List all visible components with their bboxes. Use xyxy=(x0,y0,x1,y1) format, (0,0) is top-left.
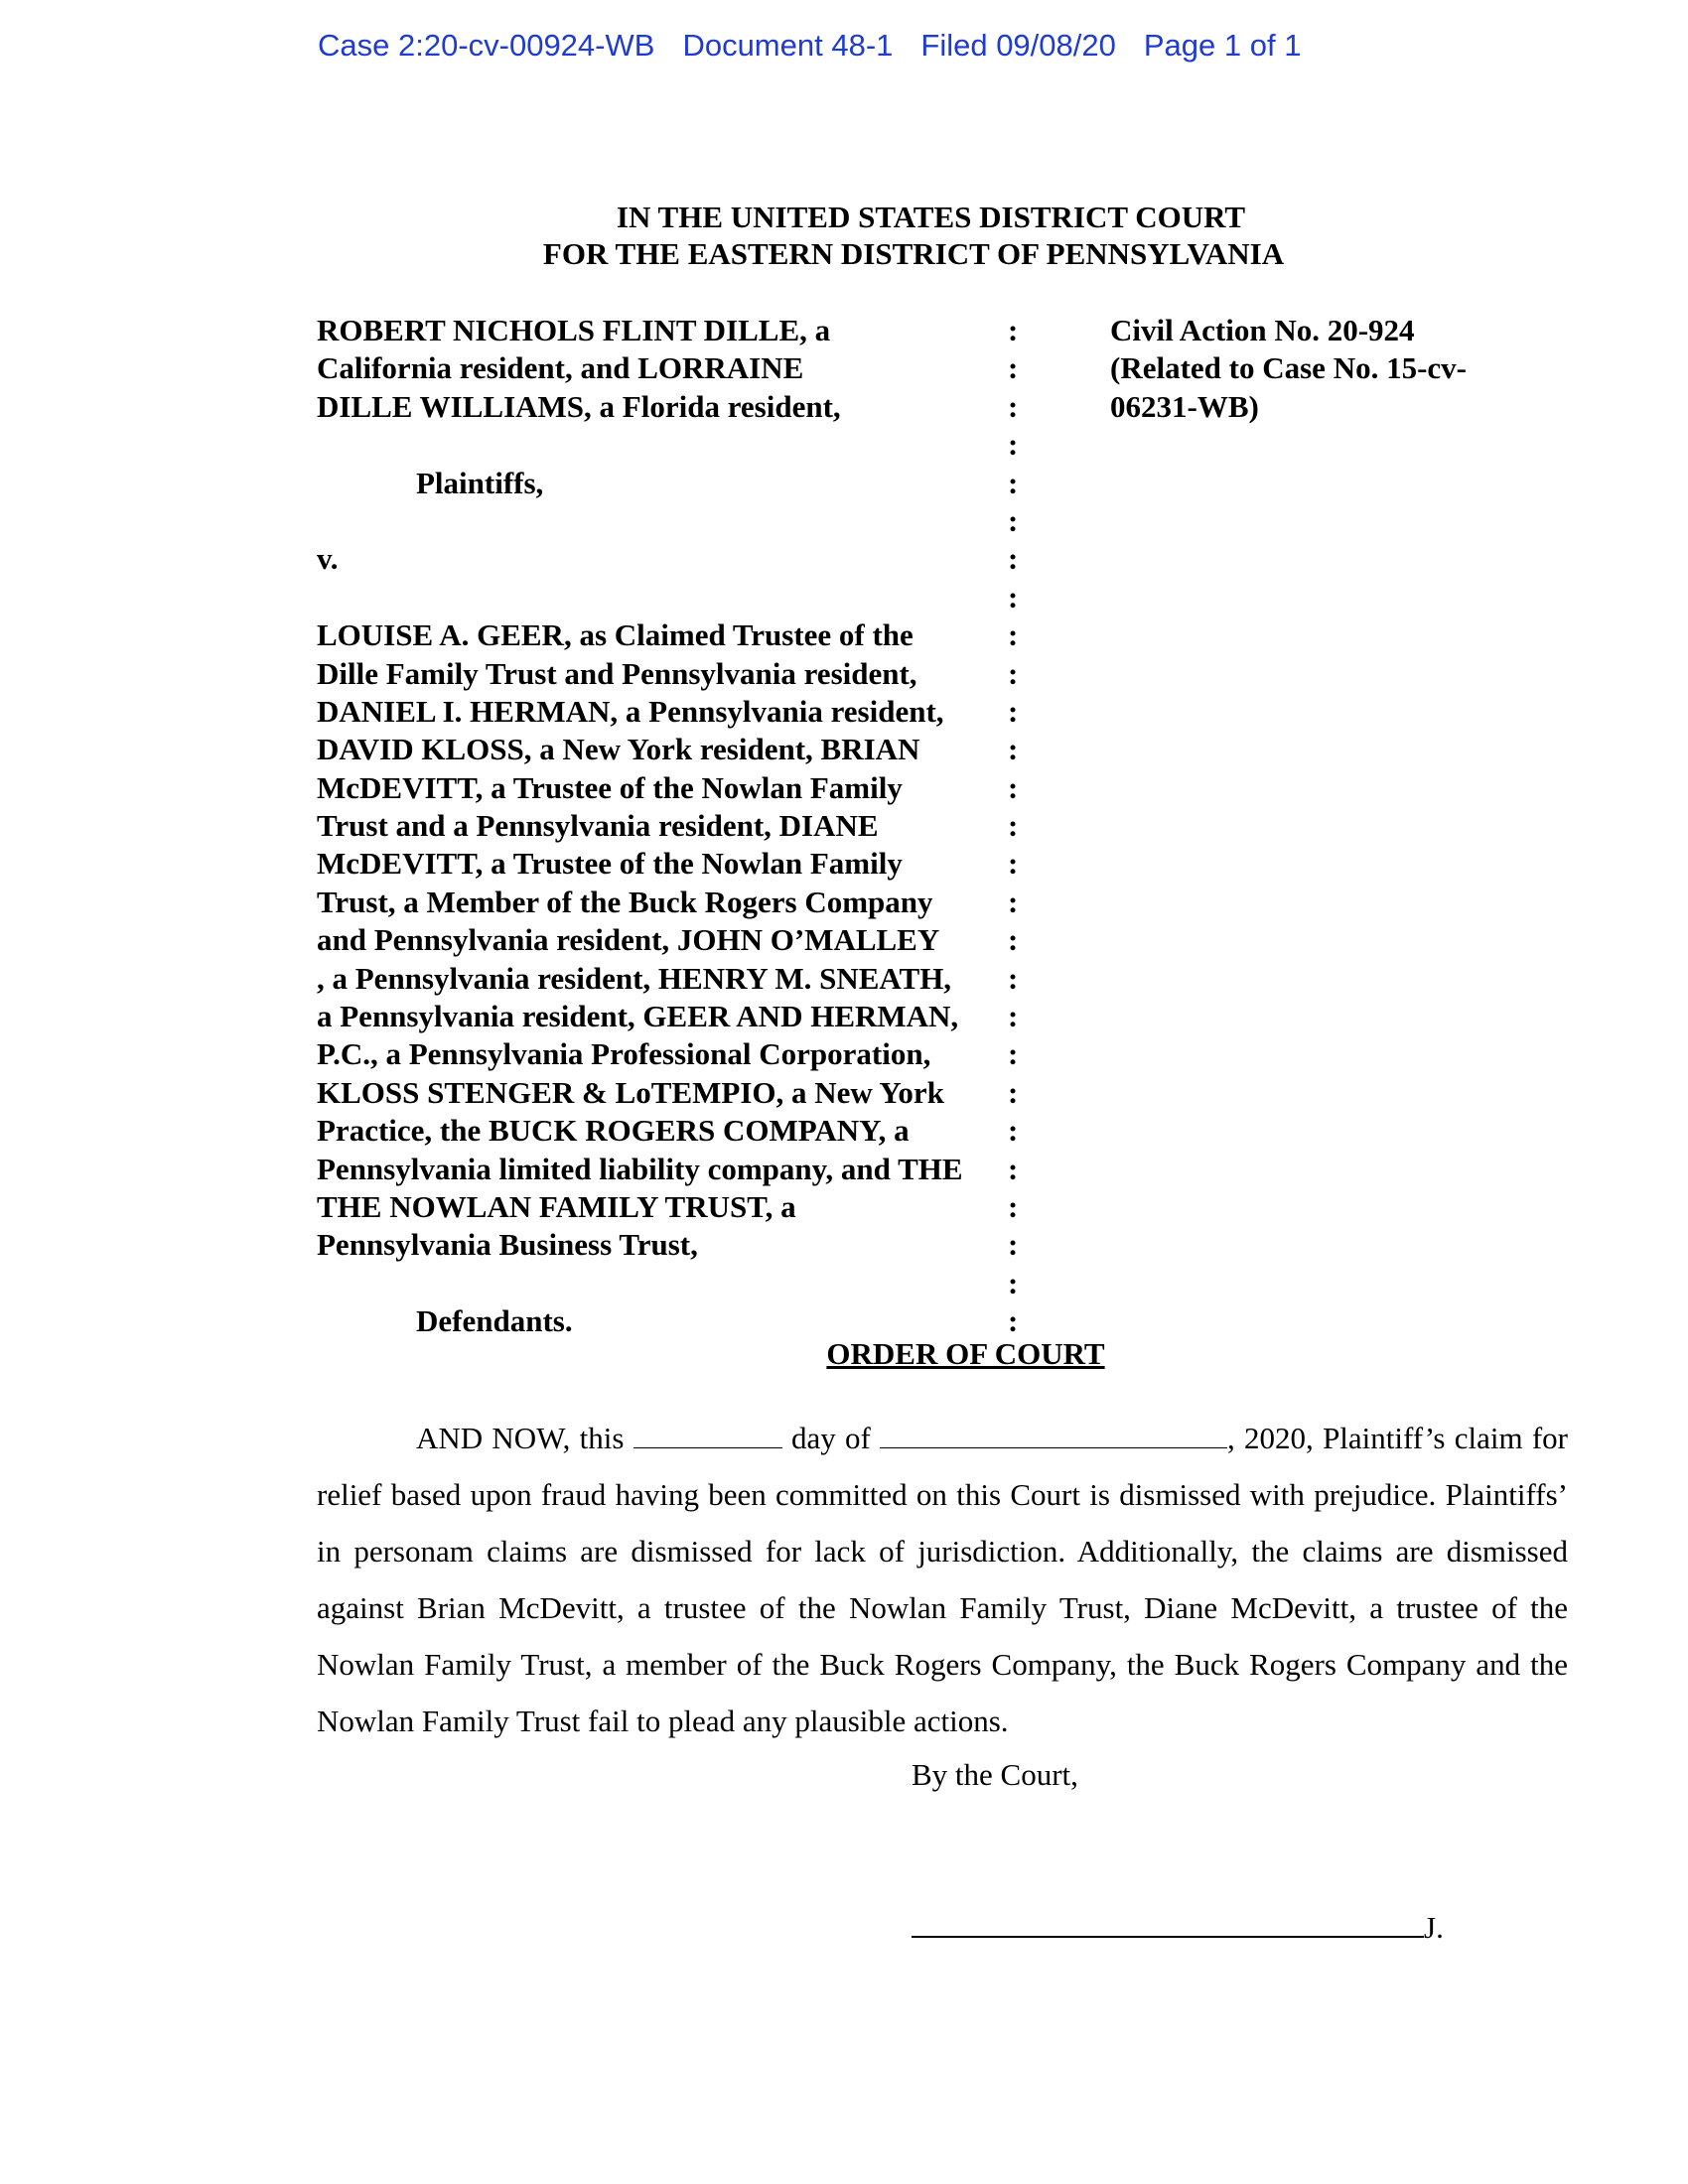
caption-colon: : xyxy=(1008,388,1019,424)
party-line: Practice, the BUCK ROGERS COMPANY, a xyxy=(317,1113,910,1149)
civil-action-number: Civil Action No. 20-924 xyxy=(1110,313,1415,347)
order-text-main: , 2020, Plaintiff’s claim for relief based upon fraud having been committed on this Court is dismissed with prejudice. Plaintiffs’ in personam claims are dismissed for lack of jurisdiction. Additionally, the claims are dismissed against Brian McDevitt, a trustee of the Nowlan Family Trust, Diane McDevitt, a trustee of the Nowlan Family Trust, a member of the Buck Rogers Company, the Buck Rogers Company and the Nowlan Family Trust fail to plead any plausible actions. xyxy=(317,1421,1569,1738)
caption-colon: : xyxy=(1008,1074,1019,1110)
caption-colon: : xyxy=(1008,732,1019,767)
caption-colon: : xyxy=(1008,579,1019,614)
court-name-line1: IN THE UNITED STATES DISTRICT COURT xyxy=(616,200,1246,234)
caption-colon: : xyxy=(1008,846,1019,882)
party-line: LOUISE A. GEER, as Claimed Trustee of the xyxy=(317,617,914,653)
party-line: DILLE WILLIAMS, a Florida resident, xyxy=(317,388,841,424)
party-line: a Pennsylvania resident, GEER AND HERMAN, xyxy=(317,999,959,1034)
caption-colon: : xyxy=(1008,1036,1019,1072)
caption-colon: : xyxy=(1008,1113,1019,1149)
party-line: McDEVITT, a Trustee of the Nowlan Family xyxy=(317,769,903,805)
signature-line xyxy=(912,1906,1444,1946)
party-line: Pennsylvania limited liability company, and THE xyxy=(317,1151,963,1186)
party-line: P.C., a Pennsylvania Professional Corporation, xyxy=(317,1036,931,1072)
party-line: Pennsylvania Business Trust, xyxy=(317,1227,698,1263)
caption-colon: : xyxy=(1008,922,1019,958)
party-line: Trust and a Pennsylvania resident, DIANE xyxy=(317,808,879,844)
caption-colon: : xyxy=(1008,617,1019,653)
party-line xyxy=(317,426,1032,464)
party-line: Dille Family Trust and Pennsylvania resident, xyxy=(317,655,917,691)
order-paragraph xyxy=(317,1410,1568,1749)
caption-colon: : xyxy=(1008,999,1019,1034)
caption-colon: : xyxy=(1008,350,1019,386)
caption-colon: : xyxy=(1008,769,1019,805)
caption-colon: : xyxy=(1008,1303,1019,1339)
by-the-court: By the Court, xyxy=(912,1757,1078,1792)
parties-block xyxy=(317,312,1032,1341)
party-line: DAVID KLOSS, a New York resident, BRIAN xyxy=(317,732,920,767)
order-title: ORDER OF COURT xyxy=(826,1336,1105,1371)
order-text-intro: AND NOW, this xyxy=(416,1421,625,1455)
month-blank xyxy=(880,1420,1227,1448)
caption-colon: : xyxy=(1008,960,1019,996)
party-line xyxy=(317,1265,1032,1302)
party-line: v. xyxy=(317,541,339,577)
party-line: Plaintiffs, xyxy=(416,465,544,500)
related-case-line1: (Related to Case No. 15-cv- xyxy=(1110,350,1467,386)
party-line xyxy=(317,579,1032,616)
caption-colon: : xyxy=(1008,465,1019,500)
order-text-dayof: day of xyxy=(790,1421,871,1455)
party-line: DANIEL I. HERMAN, a Pennsylvania resident, xyxy=(317,693,944,729)
caption-colon: : xyxy=(1008,655,1019,691)
caption-colons xyxy=(1008,312,1018,1341)
caption-colon: : xyxy=(1008,693,1019,729)
party-line: and Pennsylvania resident, JOHN O’MALLEY xyxy=(317,922,940,958)
party-line: California resident, and LORRAINE xyxy=(317,350,804,386)
caption-colon: : xyxy=(1008,884,1019,919)
caption-colon: : xyxy=(1008,1188,1019,1224)
party-line xyxy=(317,502,1032,540)
case-number-block xyxy=(1110,312,1467,426)
filed-date-header: Filed 09/08/20 xyxy=(920,28,1116,63)
caption-colon: : xyxy=(1008,1227,1019,1263)
party-line: THE NOWLAN FAMILY TRUST, a xyxy=(317,1188,796,1224)
caption-colon: : xyxy=(1008,1151,1019,1186)
caption-colon: : xyxy=(1008,1265,1019,1300)
day-blank xyxy=(633,1420,782,1448)
caption-colon: : xyxy=(1008,313,1019,347)
judge-suffix: J. xyxy=(1424,1910,1444,1945)
caption-colon: : xyxy=(1008,541,1019,577)
party-line: Defendants. xyxy=(416,1303,573,1339)
party-line: McDEVITT, a Trustee of the Nowlan Family xyxy=(317,846,903,882)
court-caption xyxy=(0,199,1688,272)
caption-colon: : xyxy=(1008,427,1019,463)
order-body xyxy=(317,1410,1568,1749)
caption-colon: : xyxy=(1008,502,1019,538)
caption-colon: : xyxy=(1008,808,1019,844)
party-line: KLOSS STENGER & LoTEMPIO, a New York xyxy=(317,1074,944,1110)
case-number-header: Case 2:20-cv-00924-WB xyxy=(318,28,655,63)
related-case-line2: 06231-WB) xyxy=(1110,388,1259,424)
party-line: Trust, a Member of the Buck Rogers Company xyxy=(317,884,933,919)
court-name-line2: FOR THE EASTERN DISTRICT OF PENNSYLVANIA xyxy=(542,236,1285,271)
party-line: ROBERT NICHOLS FLINT DILLE, a xyxy=(317,313,831,347)
document-number-header: Document 48-1 xyxy=(682,28,894,63)
party-line: , a Pennsylvania resident, HENRY M. SNEATH, xyxy=(317,960,952,996)
ecf-header xyxy=(318,28,1329,64)
page-number-header: Page 1 of 1 xyxy=(1143,28,1302,63)
judge-signature-blank xyxy=(912,1906,1424,1938)
